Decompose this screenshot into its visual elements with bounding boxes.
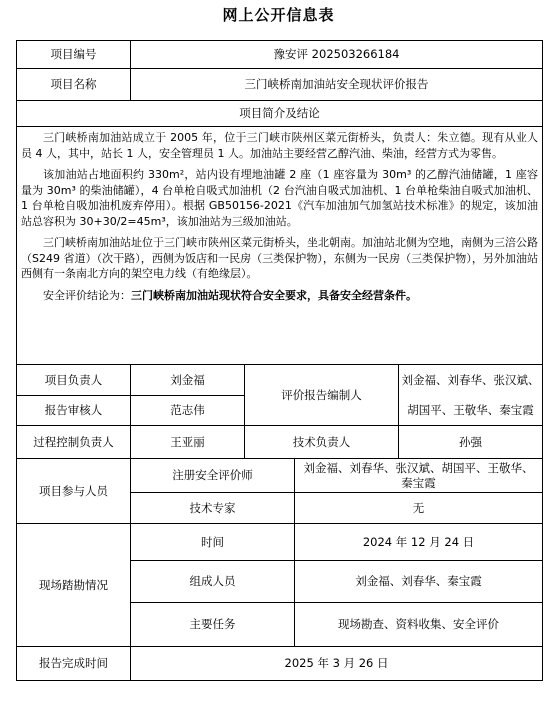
survey-label: 现场踏勘情况	[17, 524, 131, 647]
registered-assessors-value	[295, 459, 543, 493]
intro-paragraph-2: 该加油站占地面积约 330m²，站内设有埋地油罐 2 座（1 座容量为 30m³ 的乙醇汽油储罐，1 座容量为 30m³ 的柴油储罐），4 台单枪自吸式加油机（2 台汽油自吸式加油机、1 台单枪柴油自吸式加油机、1 台单枪自吸加油机废弃停用）。根据 GB50156-2021《汽车加油加气加氢站技术标准》的规定，该加油站总容积为 30+30/2=45m³，该加油站为三级加油站。	[21, 168, 539, 228]
project-leader-value: 刘金福	[131, 365, 245, 396]
survey-time-label: 时间	[131, 524, 295, 561]
conclusion-prefix: 安全评价结论为：	[43, 288, 131, 302]
row-intro-header	[17, 101, 543, 127]
conclusion-text: 三门峡桥南加油站现状符合安全要求，具备安全经营条件。	[131, 288, 417, 302]
row-project-leader	[17, 365, 543, 396]
registered-assessors-label: 注册安全评价师	[131, 459, 295, 493]
participants-label: 项目参与人员	[17, 459, 131, 524]
survey-members-label: 组成人员	[131, 561, 295, 603]
conclusion-paragraph	[21, 288, 538, 304]
intro-header: 项目简介及结论	[17, 101, 543, 127]
tech-leader-value: 孙强	[399, 426, 543, 459]
report-editors-label: 评价报告编制人	[245, 365, 399, 426]
intro-paragraph-3: 三门峡桥南加油站址位于三门峡市陕州区菜元街桥头，坐北朝南。加油站北侧为空地，南侧为三涪公路（S249 省道）（次干路），西侧为饭店和一民房（三类保护物），东侧为一民房（三类保护物），另外加油站西侧有一条南北方向的架空电力线（有绝缘层）。	[21, 236, 539, 280]
tech-leader-label: 技术负责人	[245, 426, 399, 459]
survey-members-value: 刘金福、刘春华、秦宝霞	[295, 561, 543, 603]
report-reviewer-label: 报告审核人	[17, 396, 131, 426]
row-completion	[17, 647, 543, 681]
row-survey-time	[17, 524, 543, 561]
row-project-name	[17, 69, 543, 101]
project-leader-label: 项目负责人	[17, 365, 131, 396]
row-project-number	[17, 41, 543, 69]
completion-value: 2025 年 3 月 26 日	[131, 647, 543, 681]
project-name-value: 三门峡桥南加油站安全现状评价报告	[131, 69, 543, 101]
intro-content	[17, 127, 543, 365]
report-editors-line1: 刘金福、刘春华、张汉斌、	[399, 365, 543, 396]
row-registered-assessors	[17, 459, 543, 493]
survey-tasks-value: 现场勘查、资料收集、安全评价	[295, 603, 543, 647]
completion-label: 报告完成时间	[17, 647, 131, 681]
survey-time-value: 2024 年 12 月 24 日	[295, 524, 543, 561]
registered-assessors-line2: 秦宝霞	[401, 475, 436, 490]
tech-expert-label: 技术专家	[131, 493, 295, 524]
row-process-control	[17, 426, 543, 459]
report-editors-line2: 胡国平、王敬华、秦宝霞	[399, 396, 543, 426]
project-number-value: 豫安评 202503266184	[131, 41, 543, 69]
page-title: 网上公开信息表	[222, 6, 335, 24]
project-number-label: 项目编号	[17, 41, 131, 69]
project-name-label: 项目名称	[17, 69, 131, 101]
report-reviewer-value: 范志伟	[131, 396, 245, 426]
process-control-label: 过程控制负责人	[17, 426, 131, 459]
row-intro	[17, 127, 543, 365]
info-table	[16, 40, 543, 681]
process-control-value: 王亚丽	[131, 426, 245, 459]
tech-expert-value: 无	[295, 493, 543, 524]
registered-assessors-line1: 刘金福、刘春华、张汉斌、胡国平、王敬华、	[303, 460, 534, 475]
intro-paragraph-1: 三门峡桥南加油站成立于 2005 年，位于三门峡市陕州区菜元街桥头，负责人：朱立德。现有从业人员 4 人，其中，站长 1 人，安全管理员 1 人。加油站主要经营乙醇汽油、柴油，经营方式为零售。	[21, 131, 539, 160]
survey-tasks-label: 主要任务	[131, 603, 295, 647]
